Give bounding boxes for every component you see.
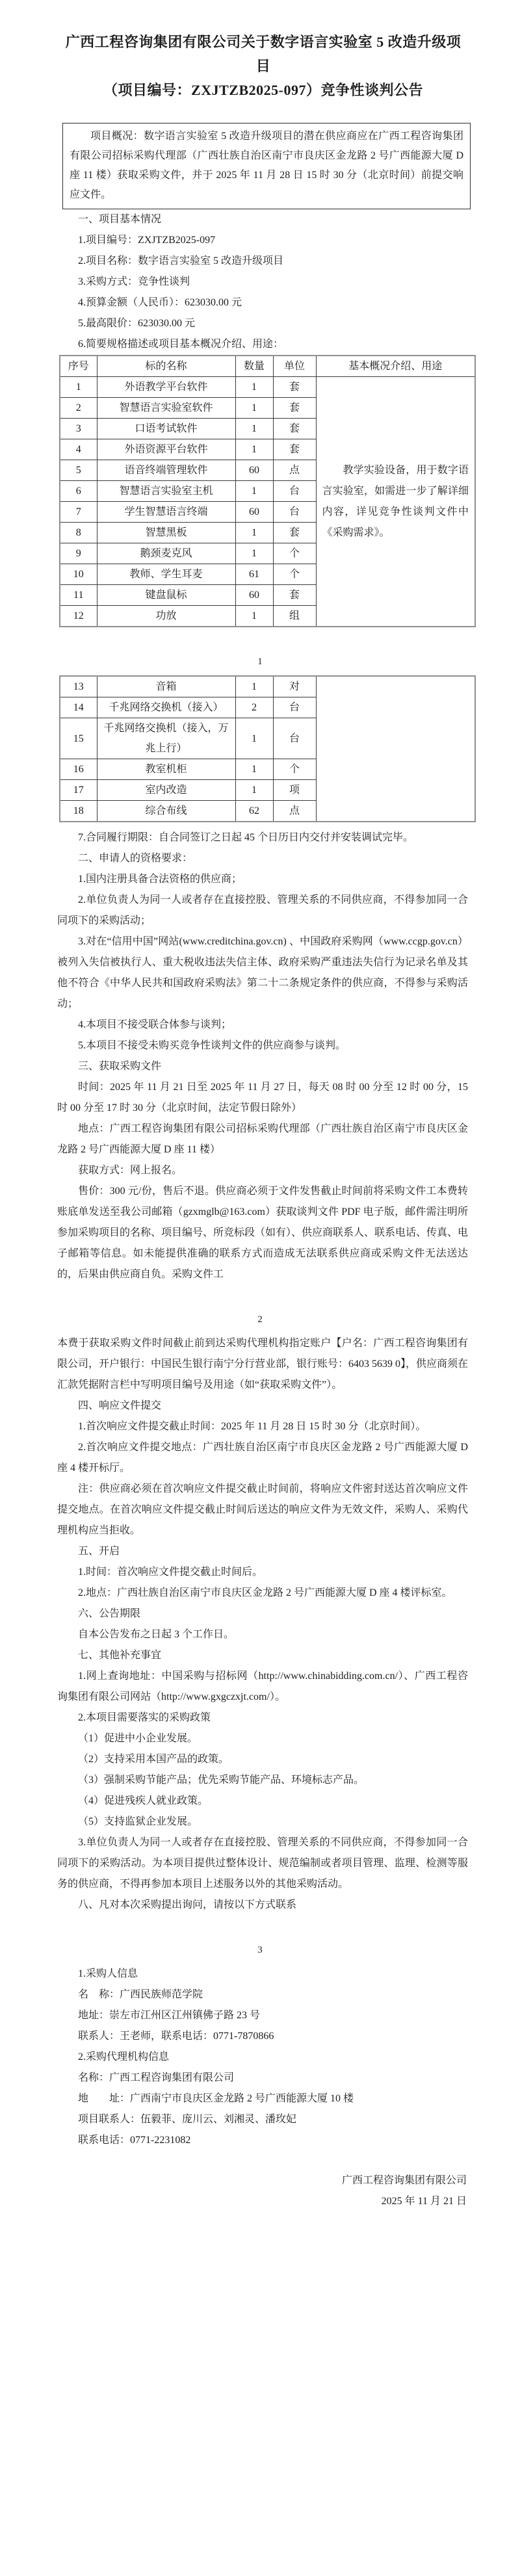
seq-cell: 10 [60, 564, 97, 585]
paragraph: 1.网上查询地址：中国采购与招标网（http://www.chinabidding.com.cn/）、广西工程咨询集团有限公司网站（http://www.gxgczxjt.com/）。 [57, 1671, 468, 1702]
page-number: 1 [257, 657, 263, 667]
quantity-cell: 1 [235, 523, 273, 543]
unit-cell: 套 [273, 419, 316, 439]
quantity-cell: 60 [235, 460, 273, 481]
paragraph: 时间：2025 年 11 月 21 日至 2025 年 11 月 27 日，每天 08 时 00 分至 12 时 00 分，15 时 00 分至 17 时 30 分（北京时间，法定节假日除外） [57, 1082, 468, 1113]
item-name-cell: 千兆网络交换机（接入，万兆上行） [97, 718, 235, 759]
seq-cell: 13 [60, 676, 97, 697]
overview-note-cell [316, 676, 475, 822]
body-section-page3 [57, 1333, 468, 1916]
quantity-cell: 61 [235, 564, 273, 585]
seq-cell: 1 [60, 377, 97, 398]
paragraph: 八、凡对本次采购提出询问，请按以下方式联系 [78, 1899, 297, 1910]
quantity-cell: 1 [235, 718, 273, 759]
quantity-cell: 1 [235, 398, 273, 419]
seq-cell: 5 [60, 460, 97, 481]
paragraph: 地址：崇左市江州区江州镇佛子路 23 号 [78, 2010, 261, 2021]
item-name-cell: 综合布线 [97, 801, 235, 822]
item-name-cell: 功放 [97, 606, 235, 627]
unit-cell: 个 [273, 564, 316, 585]
item-name-cell: 音箱 [97, 676, 235, 697]
paragraph: （1）促进中小企业发展。 [78, 1733, 198, 1744]
quantity-cell: 60 [235, 502, 273, 523]
seq-cell: 4 [60, 439, 97, 460]
seq-cell: 17 [60, 780, 97, 801]
paragraph: 项目联系人：伍毅菲、庞川云、刘湘灵、潘玫妃 [78, 2114, 297, 2125]
seq-cell: 8 [60, 523, 97, 543]
items-table-part1 [59, 355, 476, 627]
quantity-cell: 1 [235, 676, 273, 697]
paragraph: 2.首次响应文件提交地点：广西壮族自治区南宁市良庆区金龙路 2 号广西能源大厦 D 座 4 楼开标厅。 [57, 1442, 468, 1474]
table-header-cell: 基本概况介绍、用途 [316, 356, 475, 377]
paragraph: 地 址：广西南宁市良庆区金龙路 2 号广西能源大厦 10 楼 [78, 2093, 354, 2104]
unit-cell: 台 [273, 502, 316, 523]
intro-section [57, 209, 468, 355]
item-name-cell: 语音终端管理软件 [97, 460, 235, 481]
project-overview-text: 项目概况：数字语言实验室 5 改造升级项目的潜在供应商应在广西工程咨询集团有限公司招标采购代理部（广西壮族自治区南宁市良庆区金龙路 2 号广西能源大厦 D 座 11 楼）获取采购文件，并于 2025 年 11 月 28 日 15 时 30 分（北京时间）前提交响应文件。 [70, 131, 463, 200]
item-name-cell: 鹅颈麦克风 [97, 543, 235, 564]
seq-cell: 9 [60, 543, 97, 564]
quantity-cell: 1 [235, 606, 273, 627]
item-name-cell: 教室机柜 [97, 759, 235, 780]
unit-cell: 点 [273, 460, 316, 481]
paragraph: 6.简要规格描述或项目基本概况介绍、用途： [78, 339, 284, 350]
signature-block [0, 2170, 520, 2212]
paragraph: 三、获取采购文件 [78, 1061, 162, 1072]
unit-cell: 台 [273, 718, 316, 759]
paragraph: 1.项目编号：ZXJTZB2025-097 [78, 235, 216, 246]
unit-cell: 对 [273, 676, 316, 697]
paragraph: 1.首次响应文件提交截止时间：2025 年 11 月 28 日 15 时 30 分（北京时间）。 [78, 1421, 426, 1432]
paragraph: 1.时间：首次响应文件提交截止时间后。 [78, 1567, 263, 1578]
item-name-cell: 口语考试软件 [97, 419, 235, 439]
quantity-cell: 1 [235, 759, 273, 780]
paragraph: 获取方式：网上报名。 [78, 1165, 183, 1176]
seq-cell: 7 [60, 502, 97, 523]
quantity-cell: 1 [235, 780, 273, 801]
seq-cell: 6 [60, 481, 97, 502]
paragraph: 联系人：王老师，联系电话：0771-7870866 [78, 2031, 274, 2042]
items-table-part2 [59, 675, 476, 822]
item-name-cell: 室内改造 [97, 780, 235, 801]
paragraph: 1.采购人信息 [78, 1968, 138, 1979]
paragraph: 5.本项目不接受未购买竞争性谈判文件的供应商参与谈判。 [78, 1040, 346, 1051]
unit-cell: 套 [273, 439, 316, 460]
paragraph: 地点：广西工程咨询集团有限公司招标采购代理部（广西壮族自治区南宁市良庆区金龙路 2 号广西能源大厦 D 座 11 楼） [57, 1123, 468, 1155]
seq-cell: 16 [60, 759, 97, 780]
page-number: 3 [257, 1945, 263, 1955]
paragraph: 七、其他补充事宜 [78, 1650, 162, 1661]
paragraph: 1.国内注册具备合法资格的供应商； [78, 874, 242, 885]
overview-note-cell: 教学实验设备，用于数字语言实验室，如需进一步了解详细内容，详见竞争性谈判文件中《采购需求》。 [316, 377, 475, 627]
quantity-cell: 1 [235, 377, 273, 398]
unit-cell: 台 [273, 481, 316, 502]
quantity-cell: 1 [235, 419, 273, 439]
item-name-cell: 外语资源平台软件 [97, 439, 235, 460]
table-header-cell: 序号 [60, 356, 97, 377]
unit-cell: 项 [273, 780, 316, 801]
item-name-cell: 键盘鼠标 [97, 585, 235, 606]
item-name-cell: 教师、学生耳麦 [97, 564, 235, 585]
paragraph: 2.项目名称：数字语言实验室 5 改造升级项目 [78, 255, 284, 267]
unit-cell: 套 [273, 585, 316, 606]
paragraph: （3）强制采购节能产品；优先采购节能产品、环境标志产品。 [78, 1775, 365, 1786]
doc-title-line1: 广西工程咨询集团有限公司关于数字语言实验室 5 改造升级项目 [65, 34, 462, 74]
signature-org: 广西工程咨询集团有限公司 [341, 2175, 467, 2186]
item-name-cell: 外语教学平台软件 [97, 377, 235, 398]
table-header-cell: 标的名称 [97, 356, 235, 377]
paragraph: 二、申请人的资格要求： [78, 853, 193, 864]
seq-cell: 14 [60, 697, 97, 718]
paragraph: 六、公告期限 [78, 1608, 141, 1619]
paragraph: 五、开启 [78, 1546, 120, 1557]
document-page [0, 30, 520, 2576]
unit-cell: 套 [273, 398, 316, 419]
item-name-cell: 智慧语言实验室主机 [97, 481, 235, 502]
paragraph: 注：供应商必须在首次响应文件提交截止时间前，将响应文件密封送达首次响应文件提交地点。在首次响应文件提交截止时间后送达的响应文件为无效文件，采购人、采购代理机构应当拒收。 [57, 1483, 468, 1536]
unit-cell: 台 [273, 697, 316, 718]
unit-cell: 个 [273, 543, 316, 564]
seq-cell: 3 [60, 419, 97, 439]
paragraph: 3.对在“信用中国”网站(www.creditchina.gov.cn) 、中国政府采购网（www.ccgp.gov.cn）被列入失信被执行人、重大税收违法失信主体、政府采购严重违法失信行为记录名单及其他不符合《中华人民共和国政府采购法》第二十二条规定条件的供应商，不得参与采购活动； [57, 936, 468, 1009]
paragraph: 名称：广西工程咨询集团有限公司 [78, 2072, 235, 2083]
paragraph: 2.本项目需要落实的采购政策 [78, 1712, 211, 1723]
paragraph: （5）支持监狱企业发展。 [78, 1816, 198, 1827]
unit-cell: 点 [273, 801, 316, 822]
table-row [60, 676, 475, 697]
paragraph: 5.最高限价：623030.00 元 [78, 318, 196, 329]
paragraph: 3.单位负责人为同一人或者存在直接控股、管理关系的不同供应商，不得参加同一合同项下的采购活动。为本项目提供过整体设计、规范编制或者项目管理、监理、检测等服务的供应商，不得再参加本项目上述服务以外的其他采购活动。 [57, 1837, 468, 1890]
seq-cell: 18 [60, 801, 97, 822]
quantity-cell: 62 [235, 801, 273, 822]
paragraph: 联系电话：0771-2231082 [78, 2135, 191, 2146]
paragraph: 2.采购代理机构信息 [78, 2051, 170, 2062]
seq-cell: 11 [60, 585, 97, 606]
paragraph: （4）促进残疾人就业政策。 [78, 1795, 209, 1806]
quantity-cell: 60 [235, 585, 273, 606]
table-header-cell: 数量 [235, 356, 273, 377]
table-row [60, 377, 475, 398]
paragraph: 4.本项目不接受联合体参与谈判； [78, 1019, 232, 1030]
item-name-cell: 智慧语言实验室软件 [97, 398, 235, 419]
doc-title-line2: （项目编号：ZXJTZB2025-097）竞争性谈判公告 [103, 82, 423, 98]
seq-cell: 15 [60, 718, 97, 759]
paragraph: 自本公告发布之日起 3 个工作日。 [78, 1629, 235, 1640]
unit-cell: 组 [273, 606, 316, 627]
item-name-cell: 智慧黑板 [97, 523, 235, 543]
unit-cell: 套 [273, 523, 316, 543]
doc-title [58, 30, 468, 102]
table-header-row [60, 356, 475, 377]
unit-cell: 套 [273, 377, 316, 398]
paragraph: 7.合同履行期限：自合同签订之日起 45 个日历日内交付并安装调试完毕。 [78, 832, 414, 843]
paragraph: 售价：300 元/份，售后不退。供应商必须于文件发售截止时间前将采购文件工本费转账底单发送至我公司邮箱（gzxmglb@163.com）获取谈判文件 PDF 电子版，邮件需注明所参加采购项目的名称、项目编号、所竞标段（如有）、供应商联系人、联系电话、传真、电子邮箱等信息。如未能提供准确的联系方式而造成无法联系供应商或采购文件无法送达的，后果由供应商自负。采购文件工 [57, 1186, 469, 1280]
paragraph: 四、响应文件提交 [78, 1400, 162, 1411]
item-name-cell: 学生智慧语言终端 [97, 502, 235, 523]
paragraph: 4.预算金额（人民币）：623030.00 元 [78, 297, 242, 308]
quantity-cell: 2 [235, 697, 273, 718]
signature-date: 2025 年 11 月 21 日 [381, 2196, 467, 2207]
project-overview-box [62, 123, 471, 209]
paragraph: （2）支持采用本国产品的政策。 [78, 1754, 229, 1765]
paragraph: 2.单位负责人为同一人或者存在直接控股、管理关系的不同供应商，不得参加同一合同项下的采购活动； [57, 894, 468, 926]
quantity-cell: 1 [235, 543, 273, 564]
paragraph: 本费于获取采购文件时间截止前到达采购代理机构指定账户【户名：广西工程咨询集团有限公司，开户银行：中国民生银行南宁分行营业部，银行账号：6403 5639 0】，供应商须在汇款凭据附言栏中写明项目编号及用途（如“获取采购文件”）。 [57, 1338, 469, 1390]
page-number: 2 [257, 1314, 263, 1325]
paragraph: 3.采购方式：竞争性谈判 [78, 276, 190, 287]
quantity-cell: 1 [235, 439, 273, 460]
seq-cell: 12 [60, 606, 97, 627]
bottom-whitespace [0, 2212, 520, 2576]
paragraph: 一、项目基本情况 [78, 214, 162, 225]
body-section-page4 [57, 1964, 468, 2151]
table-header-cell: 单位 [273, 356, 316, 377]
item-name-cell: 千兆网络交换机（接入） [97, 697, 235, 718]
seq-cell: 2 [60, 398, 97, 419]
body-section-page2 [57, 827, 468, 1285]
paragraph: 2.地点：广西壮族自治区南宁市良庆区金龙路 2 号广西能源大厦 D 座 4 楼评标室。 [78, 1587, 452, 1598]
paragraph: 名 称：广西民族师范学院 [78, 1989, 203, 2000]
quantity-cell: 1 [235, 481, 273, 502]
unit-cell: 个 [273, 759, 316, 780]
